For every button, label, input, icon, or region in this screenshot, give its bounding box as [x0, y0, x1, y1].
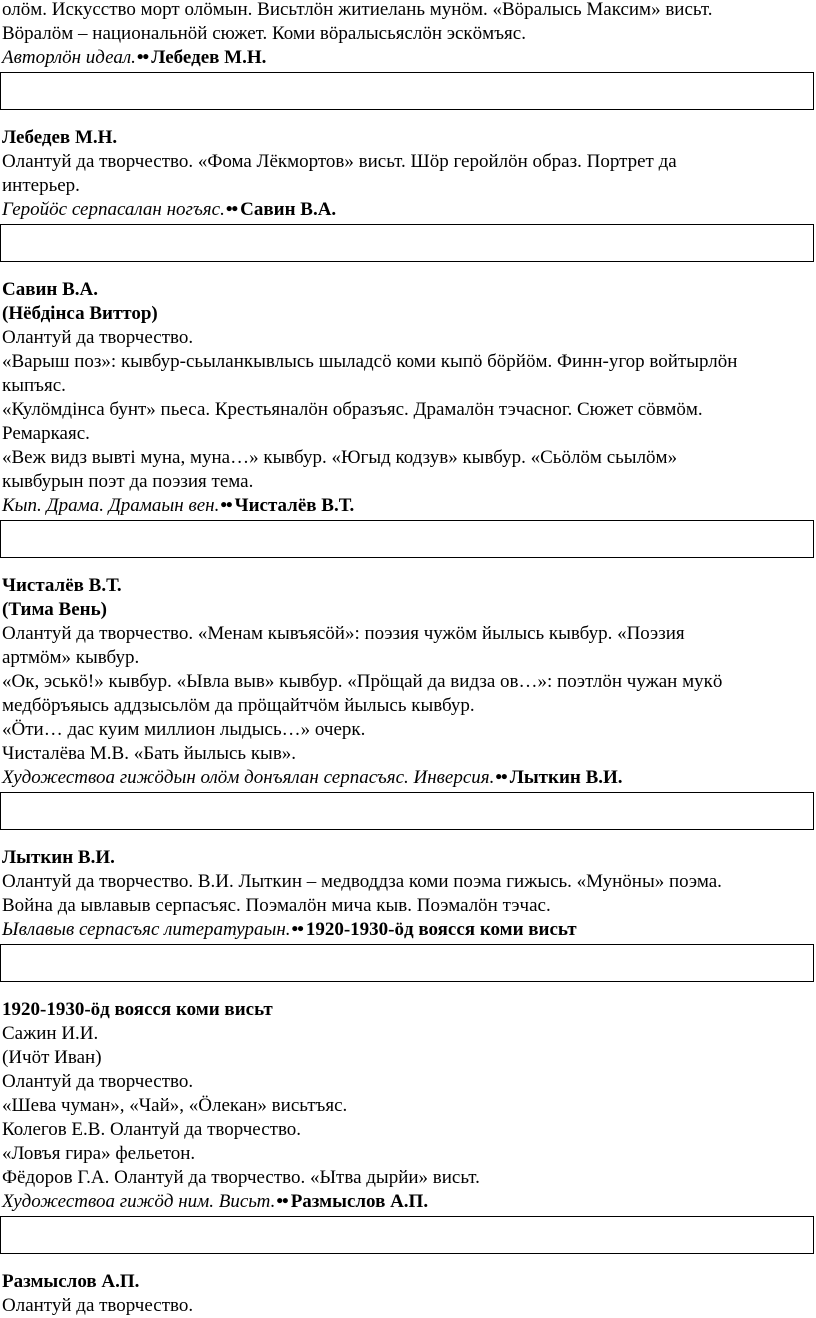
body-line: Олантуй да творчество. «Менам кывъясӧй»: поэзия чужӧм йылысь кывбур. «Поэзия	[2, 623, 685, 644]
answer-box[interactable]	[0, 224, 814, 262]
theme-text: Кып. Драма. Драмаын вен.	[2, 495, 220, 516]
answer-box[interactable]	[0, 1216, 814, 1254]
bullet-marker: ••	[136, 47, 149, 68]
section-title: Лебедев М.Н.	[2, 127, 118, 148]
section-subtitle: (Нёбдінса Виттор)	[2, 303, 158, 324]
section-footer	[0, 198, 816, 222]
section-story-1920s	[0, 998, 816, 1254]
body-line: медбӧръяысь аддзысьлӧм да прӧщайтчӧм йылысь кывбур.	[2, 695, 475, 716]
body-line: артмӧм» кывбур.	[2, 647, 140, 668]
body-line: Сажин И.И.	[2, 1023, 99, 1044]
answer-box[interactable]	[0, 520, 814, 558]
body-line: Олантуй да творчество. В.И. Лыткин – медводдза коми поэма гижысь. «Мунӧны» поэма.	[2, 871, 722, 892]
section-footer	[0, 918, 816, 942]
body-line: «Варыш поз»: кывбур-сьыланкывлысь шыладсӧ коми кыпӧ бӧрйӧм. Финн-угор войтырлӧн	[2, 351, 738, 372]
body-line: Колегов Е.В. Олантуй да творчество.	[2, 1119, 302, 1140]
section-title: Савин В.А.	[2, 279, 99, 300]
body-line: интерьер.	[2, 175, 80, 196]
bullet-marker: ••	[495, 767, 507, 788]
theme-text: Авторлӧн идеал.	[2, 47, 136, 68]
section-savin	[0, 278, 816, 558]
body-line: Олантуй да творчество.	[2, 1295, 194, 1316]
body-line: кывбурын поэт да поэзия тема.	[2, 471, 254, 492]
bullet-marker: ••	[225, 199, 238, 220]
body-line: кыпъяс.	[2, 375, 66, 396]
body-line: Олантуй да творчество.	[2, 1071, 194, 1092]
body-line: Вӧралӧм – национальнӧй сюжет. Коми вӧралысьяслӧн эскӧмъяс.	[2, 23, 526, 44]
body-line: «Шева чуман», «Чай», «Ӧлекан» висьтъяс.	[2, 1095, 348, 1116]
section-footer	[0, 494, 816, 518]
bullet-marker: ••	[220, 495, 232, 516]
bullet-marker: ••	[291, 919, 303, 940]
next-author: Размыслов А.П.	[290, 1191, 429, 1212]
body-line: «Ок, эськӧ!» кывбур. «Ывла выв» кывбур. «Прӧщай да видза ов…»: поэтлӧн чужан мукӧ	[2, 671, 723, 692]
section-intro	[0, 0, 816, 110]
next-author: Чисталёв В.Т.	[234, 495, 355, 516]
next-author: Лыткин В.И.	[509, 767, 623, 788]
body-line: (Ичӧт Иван)	[2, 1047, 102, 1068]
section-title: Размыслов А.П.	[2, 1271, 140, 1292]
answer-box[interactable]	[0, 792, 814, 830]
section-title: Чисталёв В.Т.	[2, 575, 122, 596]
answer-box[interactable]	[0, 72, 814, 110]
next-author: 1920-1930-ӧд воясся коми висьт	[305, 919, 577, 940]
section-subtitle: (Тима Вень)	[2, 599, 107, 620]
theme-text: Художествоа гижӧдын олӧм донъялан серпасъяс. Инверсия.	[2, 767, 495, 788]
body-line: «Веж видз вывті муна, муна…» кывбур. «Югыд кодзув» кывбур. «Сьӧлӧм сьылӧм»	[2, 447, 678, 468]
body-line: Война да ывлавыв серпасъяс. Поэмалӧн мича кыв. Поэмалӧн тэчас.	[2, 895, 551, 916]
next-author: Савин В.А.	[240, 199, 337, 220]
theme-text: Геройӧс серпасалан ногъяс.	[2, 199, 225, 220]
next-author: Лебедев М.Н.	[151, 47, 267, 68]
section-razmyslov	[0, 1270, 816, 1318]
section-chistalev	[0, 574, 816, 830]
body-line: «Ӧти… дас куим миллион лыдысь…» очерк.	[2, 719, 366, 740]
answer-box[interactable]	[0, 944, 814, 982]
theme-text: Художествоа гижӧд ним. Висьт.	[2, 1191, 276, 1212]
body-line: олӧм. Искусство морт олӧмын. Висьтлӧн житиелань мунӧм. «Вӧралысь Максим» висьт.	[2, 0, 713, 20]
theme-text: Ывлавыв серпасъяс литератураын.	[2, 919, 291, 940]
body-line: Олантуй да творчество.	[2, 327, 194, 348]
body-line: «Кулӧмдінса бунт» пьеса. Крестьяналӧн образъяс. Драмалӧн тэчасног. Сюжет сӧвмӧм.	[2, 399, 703, 420]
section-footer	[0, 1190, 816, 1214]
section-footer	[0, 766, 816, 790]
section-lytkin	[0, 846, 816, 982]
body-line: Чисталёва М.В. «Бать йылысь кыв».	[2, 743, 297, 764]
bullet-marker: ••	[276, 1191, 288, 1212]
body-line: «Ловъя гира» фельетон.	[2, 1143, 196, 1164]
body-line: Олантуй да творчество. «Фома Лёкмортов» висьт. Шӧр геройлӧн образ. Портрет да	[2, 151, 677, 172]
section-lebedev	[0, 126, 816, 262]
section-title: Лыткин В.И.	[2, 847, 115, 868]
body-line: Фёдоров Г.А. Олантуй да творчество. «Ытва дырйи» висьт.	[2, 1167, 480, 1188]
body-line: Ремаркаяс.	[2, 423, 90, 444]
section-footer	[0, 46, 816, 70]
section-title: 1920-1930-ӧд воясся коми висьт	[2, 999, 273, 1020]
